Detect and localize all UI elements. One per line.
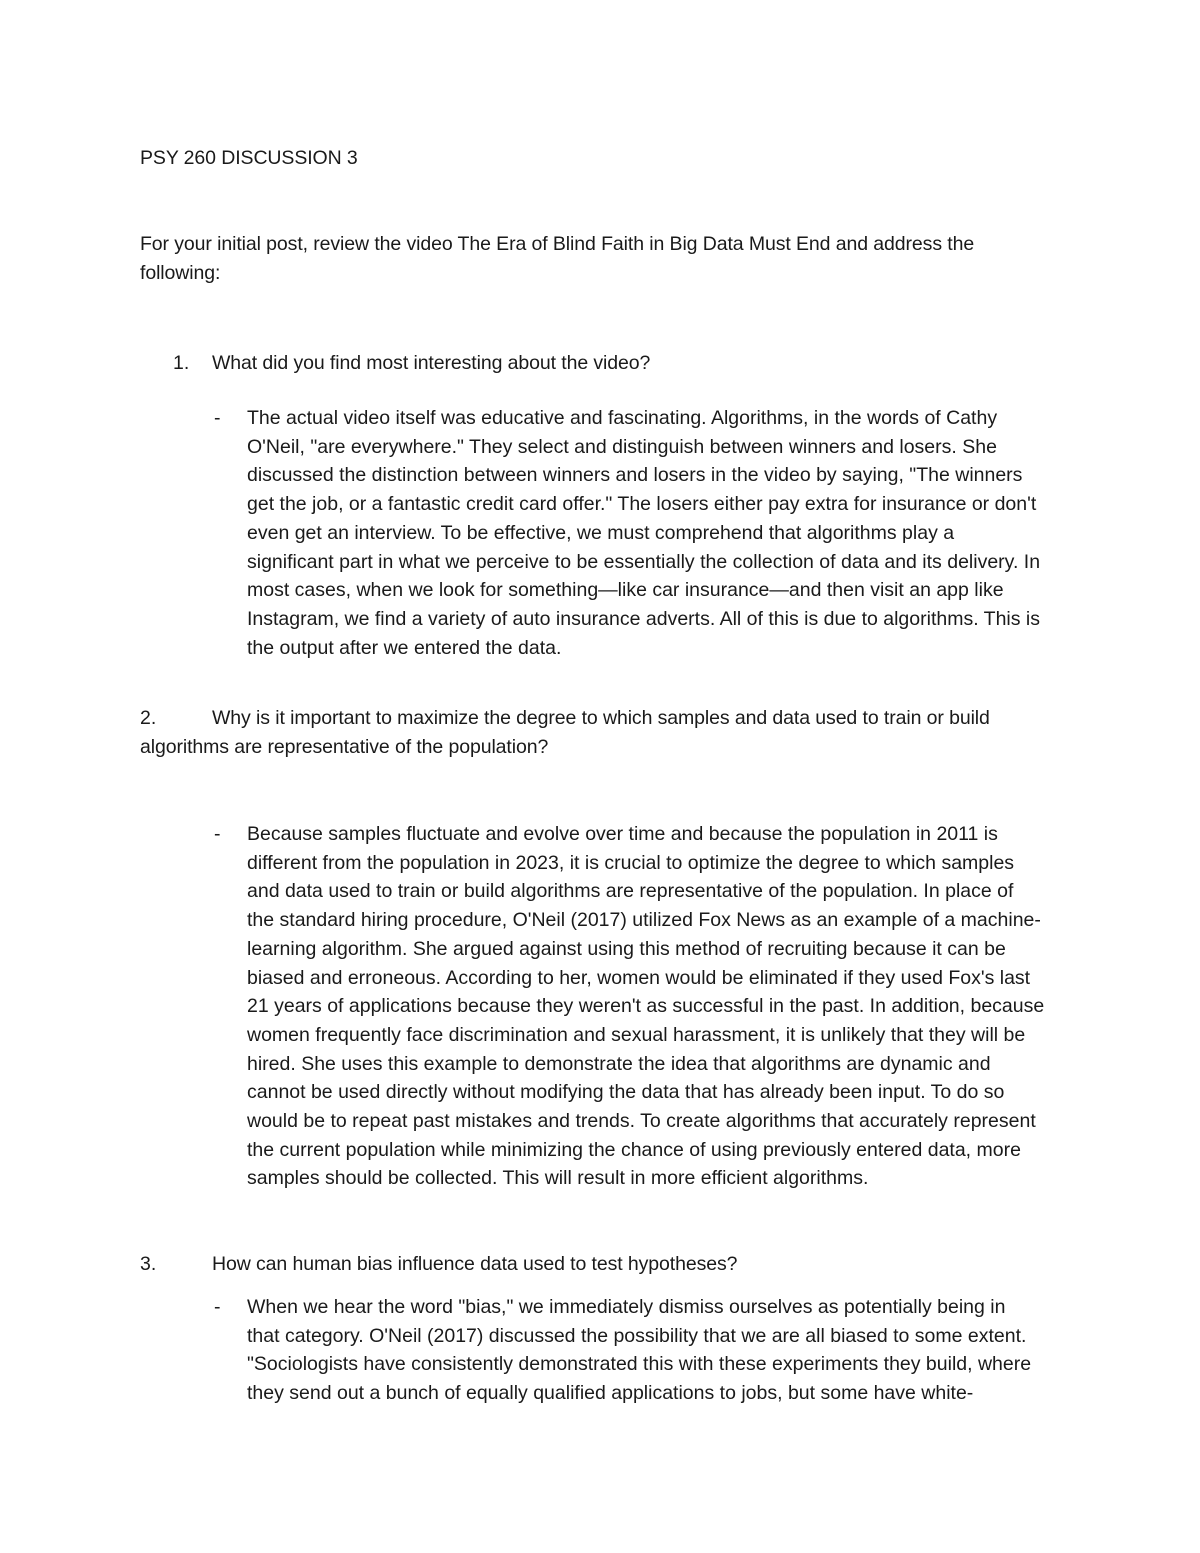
answer-line: O'Neil, "are everywhere." They select and distinguish between winners and losers. She [247, 435, 997, 458]
intro-line-1: For your initial post, review the video The Era of Blind Faith in Big Data Must End and address the [140, 233, 975, 255]
answer-line: 21 years of applications because they weren't as successful in the past. In addition, because [247, 995, 1045, 1018]
answer-line: When we hear the word "bias," we immediately dismiss ourselves as potentially being in [247, 1296, 1006, 1318]
answer-line: "Sociologists have consistently demonstrated this with these experiments they build, where [247, 1353, 1032, 1376]
answer-line: and data used to train or build algorithms are representative of the population. In place of [247, 880, 1014, 903]
question-2-number: 2. [140, 707, 157, 729]
document-title: PSY 260 DISCUSSION 3 [140, 147, 358, 169]
question-2-bullet: - [214, 823, 221, 845]
answer-line: get the job, or a fantastic credit card offer." The losers either pay extra for insurance or don't [247, 493, 1037, 516]
answer-line: biased and erroneous. According to her, women would be eliminated if they used Fox's last [247, 966, 1031, 989]
question-3-bullet: - [214, 1296, 221, 1318]
answer-line: would be to repeat past mistakes and trends. To create algorithms that accurately represent [247, 1110, 1036, 1133]
question-1-text: What did you find most interesting about the video? [212, 352, 651, 374]
answer-line: that category. O'Neil (2017) discussed the possibility that we are all biased to some extent. [247, 1324, 1027, 1347]
answer-line: significant part in what we perceive to be essentially the collection of data and its delivery. In [247, 550, 1041, 573]
answer-line: hired. She uses this example to demonstrate the idea that algorithms are dynamic and [247, 1052, 991, 1075]
answer-line: different from the population in 2023, it is crucial to optimize the degree to which samples [247, 851, 1015, 874]
question-3-number: 3. [140, 1253, 157, 1275]
intro-line-2: following: [140, 262, 221, 284]
answer-line: The actual video itself was educative and fascinating. Algorithms, in the words of Cathy [247, 407, 998, 429]
answer-line: most cases, when we look for something—like car insurance—and then visit an app like [247, 579, 1004, 602]
answer-line: Because samples fluctuate and evolve over time and because the population in 2011 is [247, 823, 998, 845]
question-1-bullet: - [214, 407, 221, 429]
question-1-answer [247, 404, 1040, 662]
answer-line: samples should be collected. This will result in more efficient algorithms. [247, 1167, 869, 1190]
answer-line: the output after we entered the data. [247, 636, 562, 659]
answer-line: discussed the distinction between winners and losers in the video by saying, "The winners [247, 464, 1023, 487]
answer-line: Instagram, we find a variety of auto insurance adverts. All of this is due to algorithms. This is [247, 607, 1041, 630]
answer-line: the standard hiring procedure, O'Neil (2017) utilized Fox News as an example of a machine- [247, 909, 1041, 932]
question-2-text-line-2: algorithms are representative of the population? [140, 736, 549, 758]
answer-line: women frequently face discrimination and sexual harassment, it is unlikely that they will be [247, 1023, 1026, 1046]
question-2-text-line-1: Why is it important to maximize the degree to which samples and data used to train or build [212, 707, 990, 729]
question-3-answer [247, 1293, 1031, 1408]
question-1-number: 1. [173, 352, 190, 374]
question-3-text: How can human bias influence data used to test hypotheses? [212, 1253, 738, 1275]
answer-line: learning algorithm. She argued against using this method of recruiting because it can be [247, 937, 1006, 960]
answer-line: the current population while minimizing the chance of using previously entered data, more [247, 1138, 1021, 1161]
answer-line: even get an interview. To be effective, we must comprehend that algorithms play a [247, 521, 955, 544]
answer-line: cannot be used directly without modifying the data that has already been input. To do so [247, 1081, 1005, 1104]
question-2-answer [247, 820, 1044, 1193]
answer-line: they send out a bunch of equally qualified applications to jobs, but some have white- [247, 1382, 974, 1405]
